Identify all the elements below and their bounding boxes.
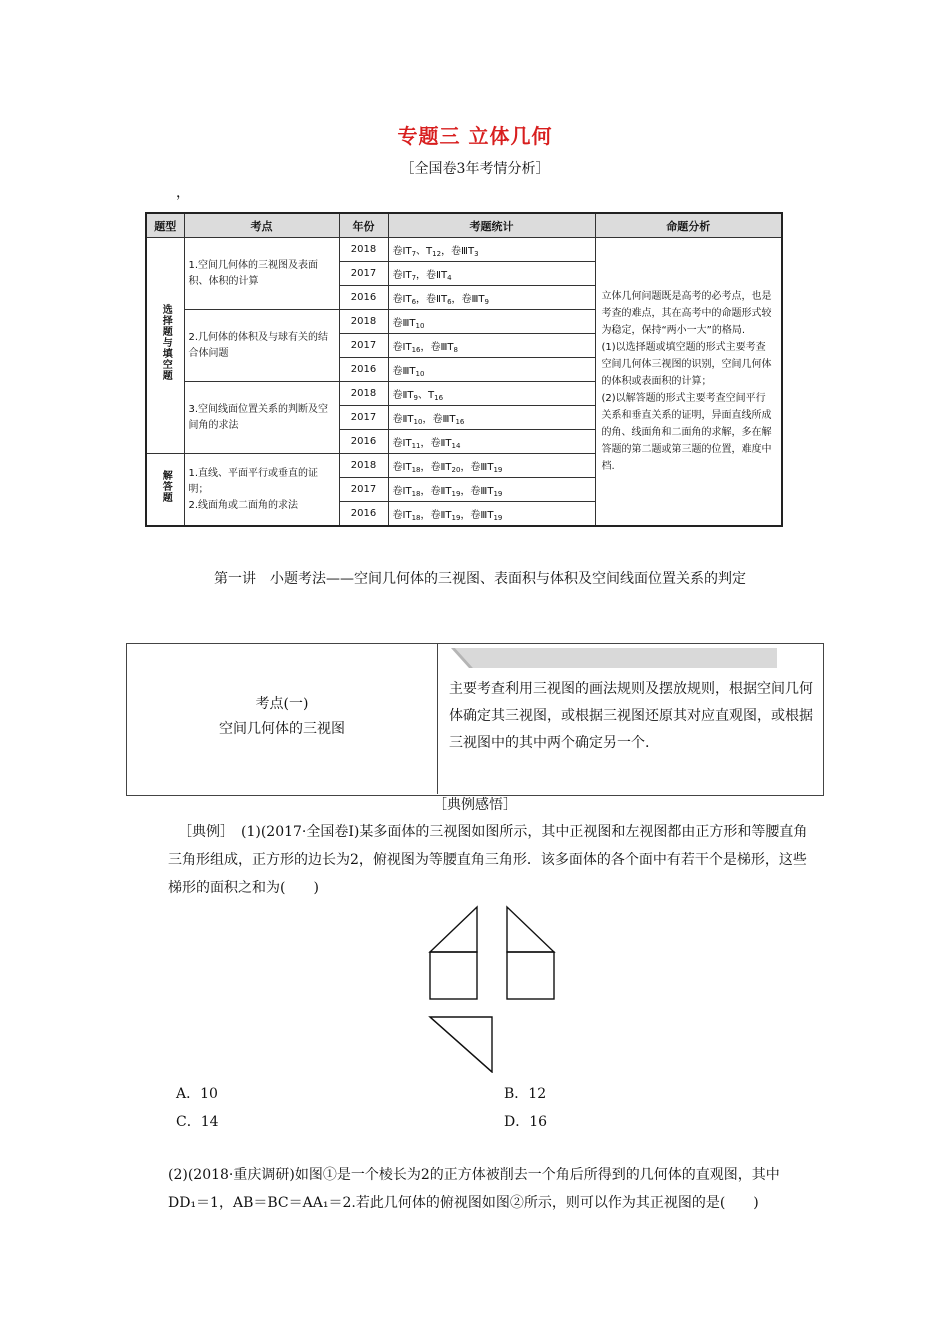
table-row	[146, 238, 782, 262]
stat-cell: 卷$ⅡT_9$、$T_{16}$	[388, 382, 595, 406]
keypoint-description: 主要考查利用三视图的画法规则及摆放规则，根据空间几何体确定其三视图，或根据三视图还原其对应直观图，或根据三视图中的其中两个确定另一个.	[449, 681, 813, 751]
question-2: (2)(2018·重庆调研)如图①是一个棱长为2的正方体被削去一个角后所得到的几何体的直观图，其中 DD₁＝1，AB＝BC＝AA₁＝2.若此几何体的俯视图如图②所示，则可以作为其正视图的是( )	[168, 1167, 780, 1211]
year-cell: 2017	[339, 406, 388, 430]
keypoint-divider	[437, 644, 438, 794]
keypoint-label: 考点(一)	[255, 696, 309, 712]
top-view-hypotenuse	[430, 1017, 492, 1072]
type-label: 解答题	[160, 470, 172, 503]
keypoint-label-block	[128, 692, 436, 742]
stat-cell: 卷$ⅠT_{16}$，卷$ⅢT_8$	[388, 334, 595, 358]
banner-shape	[455, 648, 777, 668]
year-cell: 2018	[339, 310, 388, 334]
front-view-triangle	[430, 907, 477, 952]
year-cell: 2016	[339, 430, 388, 454]
point-cell: 3.空间线面位置关系的判断及空间角的求法	[184, 382, 339, 454]
stat-cell: 卷$ⅠT_7$、$T_{12}$，卷$ⅢT_3$	[388, 238, 595, 262]
year-cell: 2017	[339, 262, 388, 286]
stray-mark: ，	[176, 185, 190, 201]
year-cell: 2016	[339, 502, 388, 527]
front-view-square	[430, 952, 477, 999]
stat-cell: 卷$ⅠT_7$，卷$ⅡT_4$	[388, 262, 595, 286]
point-cell: 1.空间几何体的三视图及表面积、体积的计算	[184, 238, 339, 310]
year-cell: 2017	[339, 334, 388, 358]
three-view-figure	[420, 905, 560, 1073]
point-line: 2.线面角或二面角的求法	[188, 499, 299, 511]
header-point: 考点	[184, 213, 339, 238]
type-label: 选择题与填空题	[160, 304, 172, 381]
type-cell	[146, 238, 184, 454]
stat-cell: 卷$ⅠT_{18}$，卷$ⅡT_{19}$，卷$ⅢT_{19}$	[388, 502, 595, 527]
question-1	[168, 818, 808, 902]
header-stat: 考题统计	[388, 213, 595, 238]
point-cell: 2.几何体的体积及与球有关的结合体问题	[184, 310, 339, 382]
option-b[interactable]: B．12	[504, 1086, 547, 1102]
point-line: 1.直线、平面平行或垂直的证明；	[188, 467, 319, 495]
banner-decoration	[449, 648, 779, 670]
year-cell: 2018	[339, 238, 388, 262]
stat-cell: 卷$ⅢT_{10}$	[388, 358, 595, 382]
type-cell	[146, 454, 184, 527]
option-d[interactable]: D．16	[504, 1114, 548, 1130]
header-analysis: 命题分析	[595, 213, 782, 238]
stat-cell: 卷$ⅡT_{10}$，卷$ⅢT_{16}$	[388, 406, 595, 430]
option-c[interactable]: C．14	[176, 1114, 219, 1130]
page-title: 专题三 立体几何	[397, 124, 553, 148]
stat-cell: 卷$ⅠT_{18}$，卷$ⅡT_{20}$，卷$ⅢT_{19}$	[388, 454, 595, 478]
point-cell	[184, 454, 339, 527]
stat-cell: 卷$ⅢT_{10}$	[388, 310, 595, 334]
side-view-triangle	[507, 907, 554, 952]
year-cell: 2017	[339, 478, 388, 502]
year-cell: 2016	[339, 286, 388, 310]
header-year: 年份	[339, 213, 388, 238]
stat-cell: 卷$ⅠT_{18}$，卷$ⅡT_{19}$，卷$ⅢT_{19}$	[388, 478, 595, 502]
example-heading: ［典例感悟］	[433, 797, 517, 813]
question-1-text: ［典例］ (1)(2017·全国卷Ⅰ)某多面体的三视图如图所示，其中正视图和左视图都由正方形和等腰直角三角形组成，正方形的边长为2，俯视图为等腰直角三角形．该多面体的各个面中有若干个是梯形，这些梯形的面积之和为( )	[168, 824, 808, 896]
exam-analysis-table	[145, 212, 783, 527]
year-cell: 2018	[339, 382, 388, 406]
page-subtitle: ［全国卷3年考情分析］	[400, 161, 550, 177]
year-cell: 2018	[339, 454, 388, 478]
table-header-row	[146, 213, 782, 238]
stat-cell: 卷$ⅠT_{11}$，卷$ⅡT_{14}$	[388, 430, 595, 454]
option-a[interactable]: A．10	[176, 1086, 218, 1102]
header-type: 题型	[146, 213, 184, 238]
year-cell: 2016	[339, 358, 388, 382]
side-view-square	[507, 952, 554, 999]
keypoint-name: 空间几何体的三视图	[219, 721, 345, 737]
stat-cell: 卷$ⅠT_6$，卷$ⅡT_6$，卷$ⅢT_9$	[388, 286, 595, 310]
lecture-title: 第一讲 小题考法——空间几何体的三视图、表面积与体积及空间线面位置关系的判定	[214, 571, 746, 587]
analysis-cell: 立体几何问题既是高考的必考点，也是考查的难点，其在高考中的命题形式较为稳定，保持“两小一大”的格局. (1)以选择题或填空题的形式主要考查空间几何体三视图的识别，空间几何体的体积或表面积的计算； (2)以解答题的形式主要考查空间平行关系和垂直关系的证明，异面直线所成的角、线面角和二面角的求解，多在解答题的第二题或第三题的位置，难度中档.	[595, 238, 782, 527]
